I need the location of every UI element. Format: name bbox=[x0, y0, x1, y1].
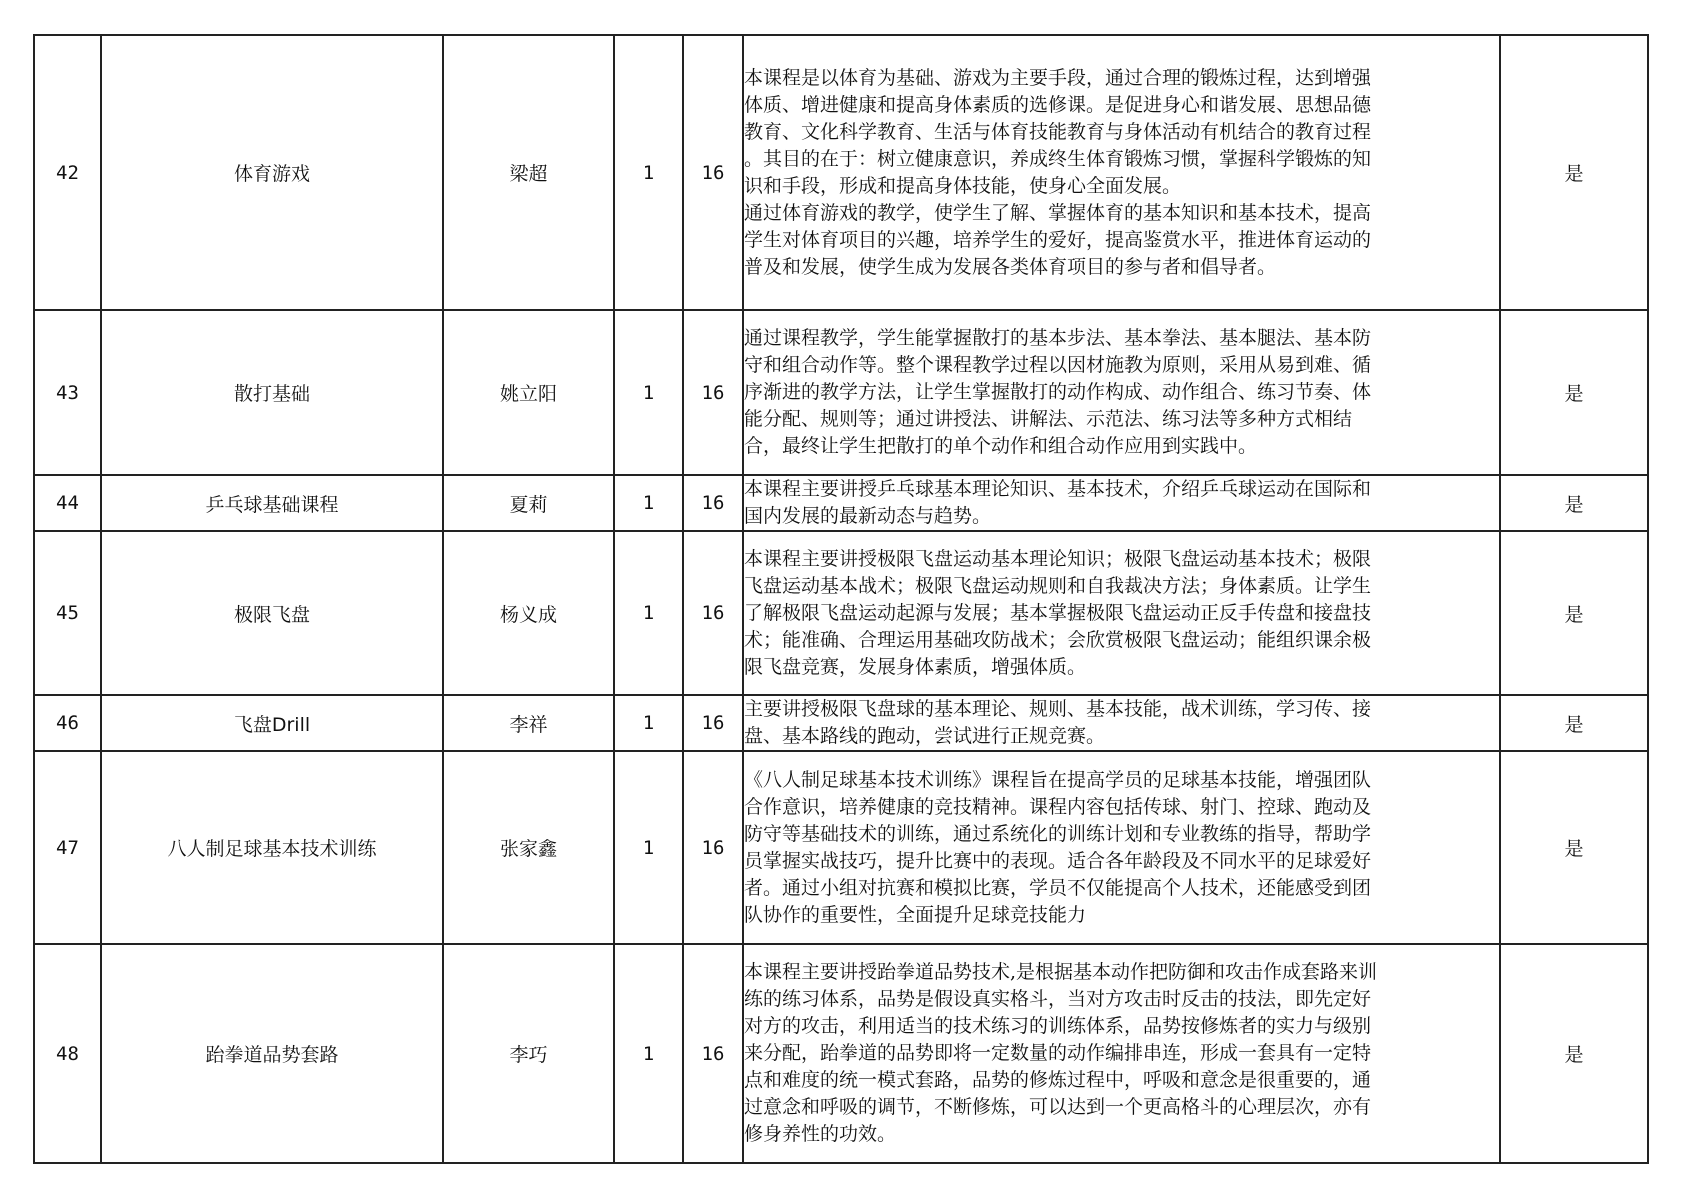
teacher-cell: 李巧 bbox=[443, 944, 614, 1163]
course-description-cell: 本课程主要讲授跆拳道品势技术,是根据基本动作把防御和攻击作成套路来训 练的练习体系，品势是假设真实格斗，当对方攻击时反击的技法，即先定好 对方的攻击，利用适当的技术练习的训练体系，品势按修炼者的实力与级别 来分配，跆拳道的品势即将一定数量的动作编排串连，形成一套具有一定特 点和难度的统一模式套路，品势的修炼过程中，呼吸和意念是很重要的，通 过意念和呼吸的调节，不断修炼，可以达到一个更高格斗的心理层次，亦有 修身养性的功效。 bbox=[743, 944, 1500, 1163]
course-description-cell: 主要讲授极限飞盘球的基本理论、规则、基本技能，战术训练，学习传、接 盘、基本路线的跑动，尝试进行正规竞赛。 bbox=[743, 695, 1500, 751]
course-number-cell: 48 bbox=[34, 944, 101, 1163]
credit-cell: 1 bbox=[614, 531, 683, 695]
course-description-cell: 本课程主要讲授极限飞盘运动基本理论知识；极限飞盘运动基本技术；极限 飞盘运动基本战术；极限飞盘运动规则和自我裁决方法；身体素质。让学生 了解极限飞盘运动起源与发展；基本掌握极限飞盘运动正反手传盘和接盘技 术；能准确、合理运用基础攻防战术；会欣赏极限飞盘运动；能组织课余极 限飞盘竞赛，发展身体素质，增强体质。 bbox=[743, 531, 1500, 695]
course-name-cell: 极限飞盘 bbox=[101, 531, 443, 695]
course-name-cell: 散打基础 bbox=[101, 310, 443, 475]
course-description-cell: 本课程主要讲授乒乓球基本理论知识、基本技术，介绍乒乓球运动在国际和 国内发展的最新动态与趋势。 bbox=[743, 475, 1500, 531]
teacher-cell: 杨义成 bbox=[443, 531, 614, 695]
table-row bbox=[34, 475, 1648, 531]
offered-cell: 是 bbox=[1500, 944, 1648, 1163]
course-name-cell: 八人制足球基本技术训练 bbox=[101, 751, 443, 944]
course-number-cell: 46 bbox=[34, 695, 101, 751]
teacher-cell: 张家鑫 bbox=[443, 751, 614, 944]
course-name-cell: 乒乓球基础课程 bbox=[101, 475, 443, 531]
hours-cell: 16 bbox=[683, 695, 743, 751]
offered-cell: 是 bbox=[1500, 751, 1648, 944]
teacher-cell: 姚立阳 bbox=[443, 310, 614, 475]
table-row bbox=[34, 944, 1648, 1163]
table-row bbox=[34, 695, 1648, 751]
table-row bbox=[34, 310, 1648, 475]
table-row bbox=[34, 531, 1648, 695]
hours-cell: 16 bbox=[683, 531, 743, 695]
course-description-cell: 《八人制足球基本技术训练》课程旨在提高学员的足球基本技能，增强团队 合作意识，培养健康的竞技精神。课程内容包括传球、射门、控球、跑动及 防守等基础技术的训练，通过系统化的训练计划和专业教练的指导，帮助学 员掌握实战技巧，提升比赛中的表现。适合各年龄段及不同水平的足球爱好 者。通过小组对抗赛和模拟比赛，学员不仅能提高个人技术，还能感受到团 队协作的重要性，全面提升足球竞技能力 bbox=[743, 751, 1500, 944]
course-number-cell: 47 bbox=[34, 751, 101, 944]
offered-cell: 是 bbox=[1500, 35, 1648, 310]
offered-cell: 是 bbox=[1500, 531, 1648, 695]
course-description-cell: 本课程是以体育为基础、游戏为主要手段，通过合理的锻炼过程，达到增强 体质、增进健康和提高身体素质的选修课。是促进身心和谐发展、思想品德 教育、文化科学教育、生活与体育技能教育与身体活动有机结合的教育过程 。其目的在于：树立健康意识，养成终生体育锻炼习惯，掌握科学锻炼的知 识和手段，形成和提高身体技能，使身心全面发展。 通过体育游戏的教学，使学生了解、掌握体育的基本知识和基本技术，提高 学生对体育项目的兴趣，培养学生的爱好，提高鉴赏水平，推进体育运动的 普及和发展，使学生成为发展各类体育项目的参与者和倡导者。 bbox=[743, 35, 1500, 310]
teacher-cell: 李祥 bbox=[443, 695, 614, 751]
credit-cell: 1 bbox=[614, 475, 683, 531]
course-name-cell: 飞盘Drill bbox=[101, 695, 443, 751]
credit-cell: 1 bbox=[614, 944, 683, 1163]
course-number-cell: 43 bbox=[34, 310, 101, 475]
table-body bbox=[34, 35, 1648, 1163]
offered-cell: 是 bbox=[1500, 695, 1648, 751]
credit-cell: 1 bbox=[614, 695, 683, 751]
teacher-cell: 夏莉 bbox=[443, 475, 614, 531]
course-number-cell: 45 bbox=[34, 531, 101, 695]
hours-cell: 16 bbox=[683, 310, 743, 475]
credit-cell: 1 bbox=[614, 35, 683, 310]
table-row bbox=[34, 35, 1648, 310]
teacher-cell: 梁超 bbox=[443, 35, 614, 310]
offered-cell: 是 bbox=[1500, 475, 1648, 531]
course-number-cell: 44 bbox=[34, 475, 101, 531]
offered-cell: 是 bbox=[1500, 310, 1648, 475]
course-number-cell: 42 bbox=[34, 35, 101, 310]
course-name-cell: 跆拳道品势套路 bbox=[101, 944, 443, 1163]
course-description-cell: 通过课程教学，学生能掌握散打的基本步法、基本拳法、基本腿法、基本防 守和组合动作等。整个课程教学过程以因材施教为原则，采用从易到难、循 序渐进的教学方法，让学生掌握散打的动作构成、动作组合、练习节奏、体 能分配、规则等；通过讲授法、讲解法、示范法、练习法等多种方式相结 合，最终让学生把散打的单个动作和组合动作应用到实践中。 bbox=[743, 310, 1500, 475]
course-name-cell: 体育游戏 bbox=[101, 35, 443, 310]
hours-cell: 16 bbox=[683, 475, 743, 531]
credit-cell: 1 bbox=[614, 310, 683, 475]
hours-cell: 16 bbox=[683, 35, 743, 310]
course-table bbox=[33, 34, 1649, 1164]
hours-cell: 16 bbox=[683, 751, 743, 944]
credit-cell: 1 bbox=[614, 751, 683, 944]
hours-cell: 16 bbox=[683, 944, 743, 1163]
table-row bbox=[34, 751, 1648, 944]
